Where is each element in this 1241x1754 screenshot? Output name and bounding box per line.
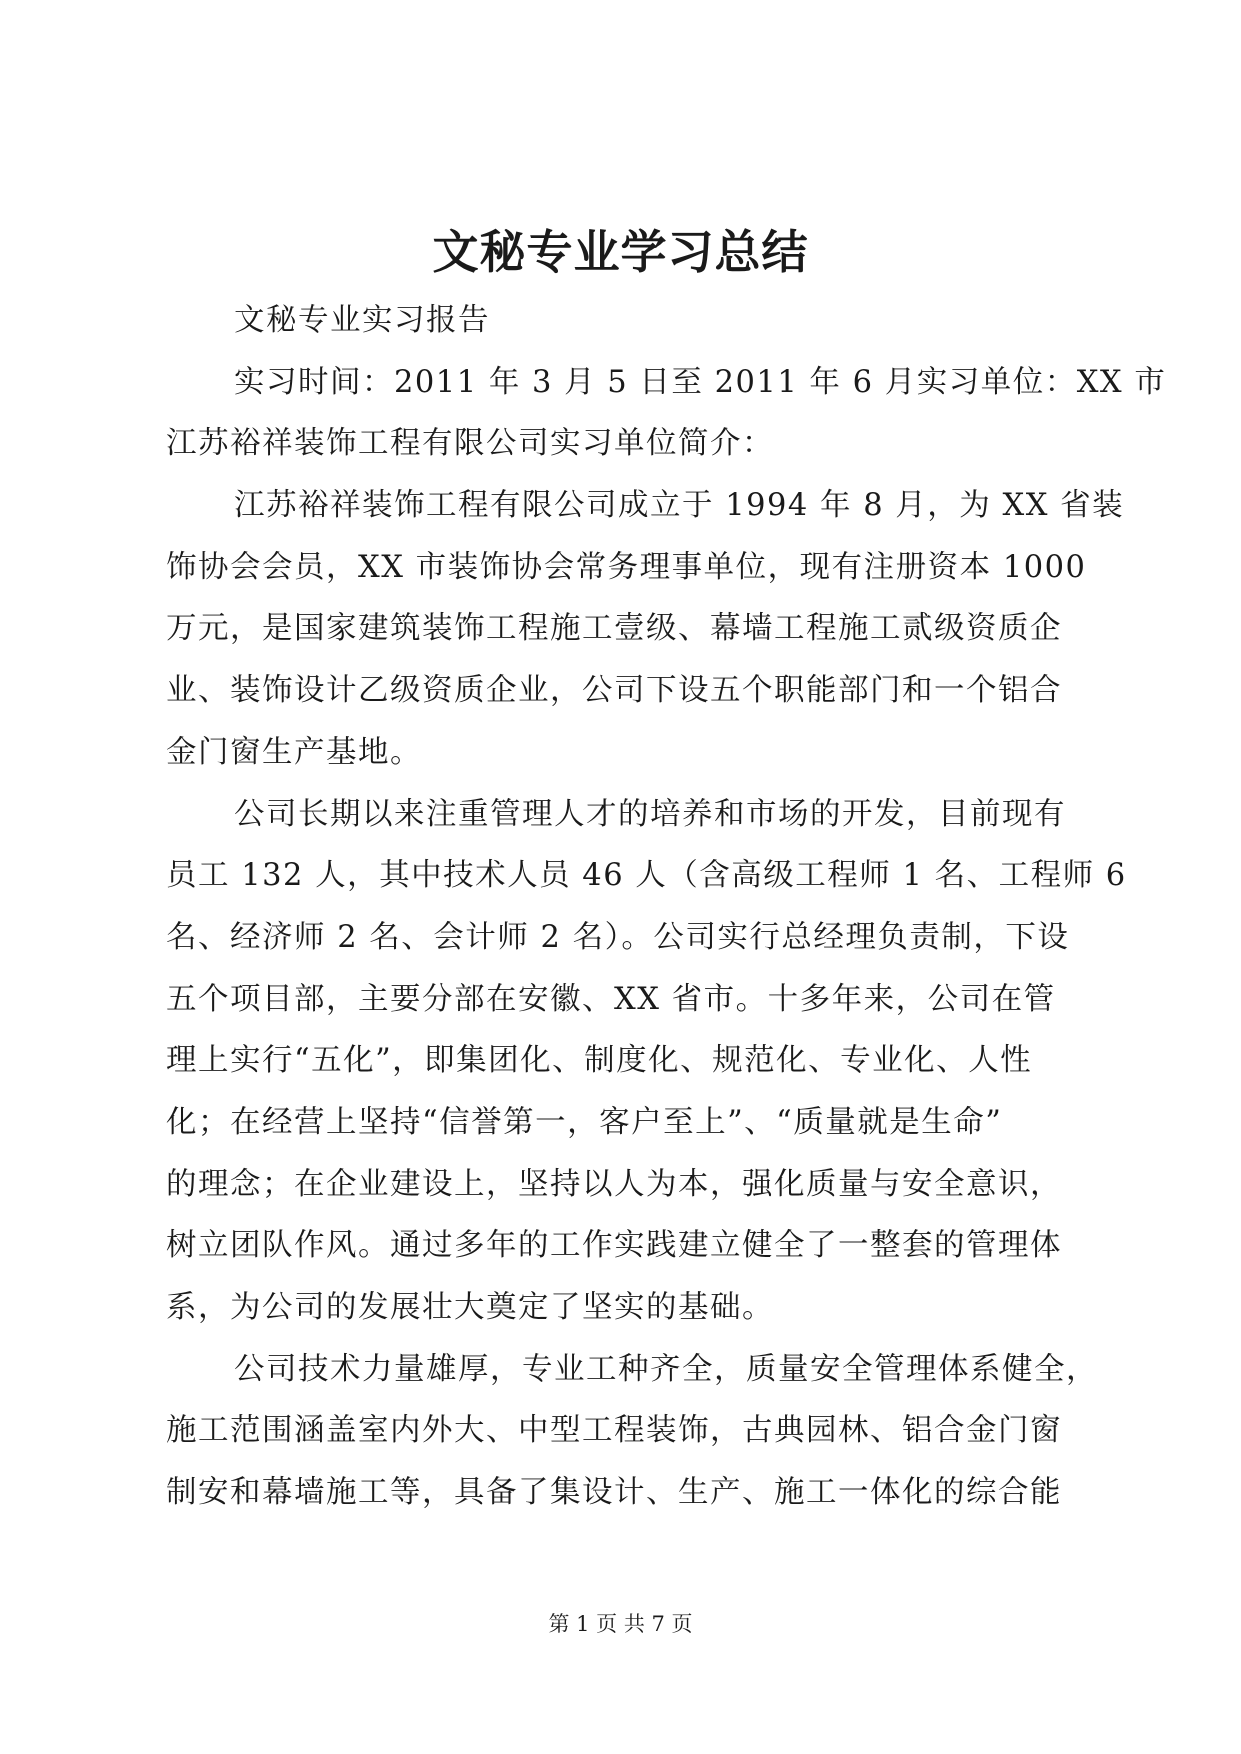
text-line: 五个项目部，主要分部在安徽、XX 省市。十多年来，公司在管 (166, 981, 1056, 1017)
text-line: 化；在经营上坚持“信誉第一，客户至上”、“质量就是生命” (166, 1104, 1003, 1140)
text-line: 制安和幕墙施工等，具备了集设计、生产、施工一体化的综合能 (166, 1475, 1062, 1511)
text-line: 员工 132 人，其中技术人员 46 人（含高级工程师 1 名、工程师 6 (166, 858, 1127, 894)
text-line: 公司长期以来注重管理人才的培养和市场的开发，目前现有 (234, 796, 1066, 832)
text-line: 江苏裕祥装饰工程有限公司实习单位简介： (166, 426, 774, 462)
text-line: 万元，是国家建筑装饰工程施工壹级、幕墙工程施工贰级资质企 (166, 611, 1062, 647)
document-body (166, 290, 1167, 1524)
page-footer: 第 1 页 共 7 页 (548, 1612, 693, 1636)
text-line: 业、装饰设计乙级资质企业，公司下设五个职能部门和一个铝合 (166, 673, 1062, 709)
text-line: 树立团队作风。通过多年的工作实践建立健全了一整套的管理体 (166, 1228, 1062, 1264)
text-line: 实习时间：2011 年 3 月 5 日至 2011 年 6 月实习单位：XX 市 (234, 364, 1167, 400)
text-line: 文秘专业实习报告 (234, 303, 490, 338)
text-line: 公司技术力量雄厚，专业工种齐全，质量安全管理体系健全， (234, 1351, 1098, 1387)
text-line: 系，为公司的发展壮大奠定了坚实的基础。 (166, 1290, 774, 1325)
text-line: 饰协会会员，XX 市装饰协会常务理事单位，现有注册资本 1000 (166, 549, 1087, 585)
text-line: 理上实行“五化”，即集团化、制度化、规范化、专业化、人性 (166, 1043, 1033, 1079)
text-line: 名、经济师 2 名、会计师 2 名）。公司实行总经理负责制，下设 (166, 919, 1070, 955)
document-title: 文秘专业学习总结 (432, 225, 809, 279)
text-line: 的理念；在企业建设上，坚持以人为本，强化质量与安全意识， (166, 1166, 1062, 1202)
text-line: 金门窗生产基地。 (166, 734, 422, 770)
text-line: 施工范围涵盖室内外大、中型工程装饰，古典园林、铝合金门窗 (166, 1413, 1062, 1449)
text-line: 江苏裕祥装饰工程有限公司成立于 1994 年 8 月，为 XX 省装 (234, 488, 1125, 524)
